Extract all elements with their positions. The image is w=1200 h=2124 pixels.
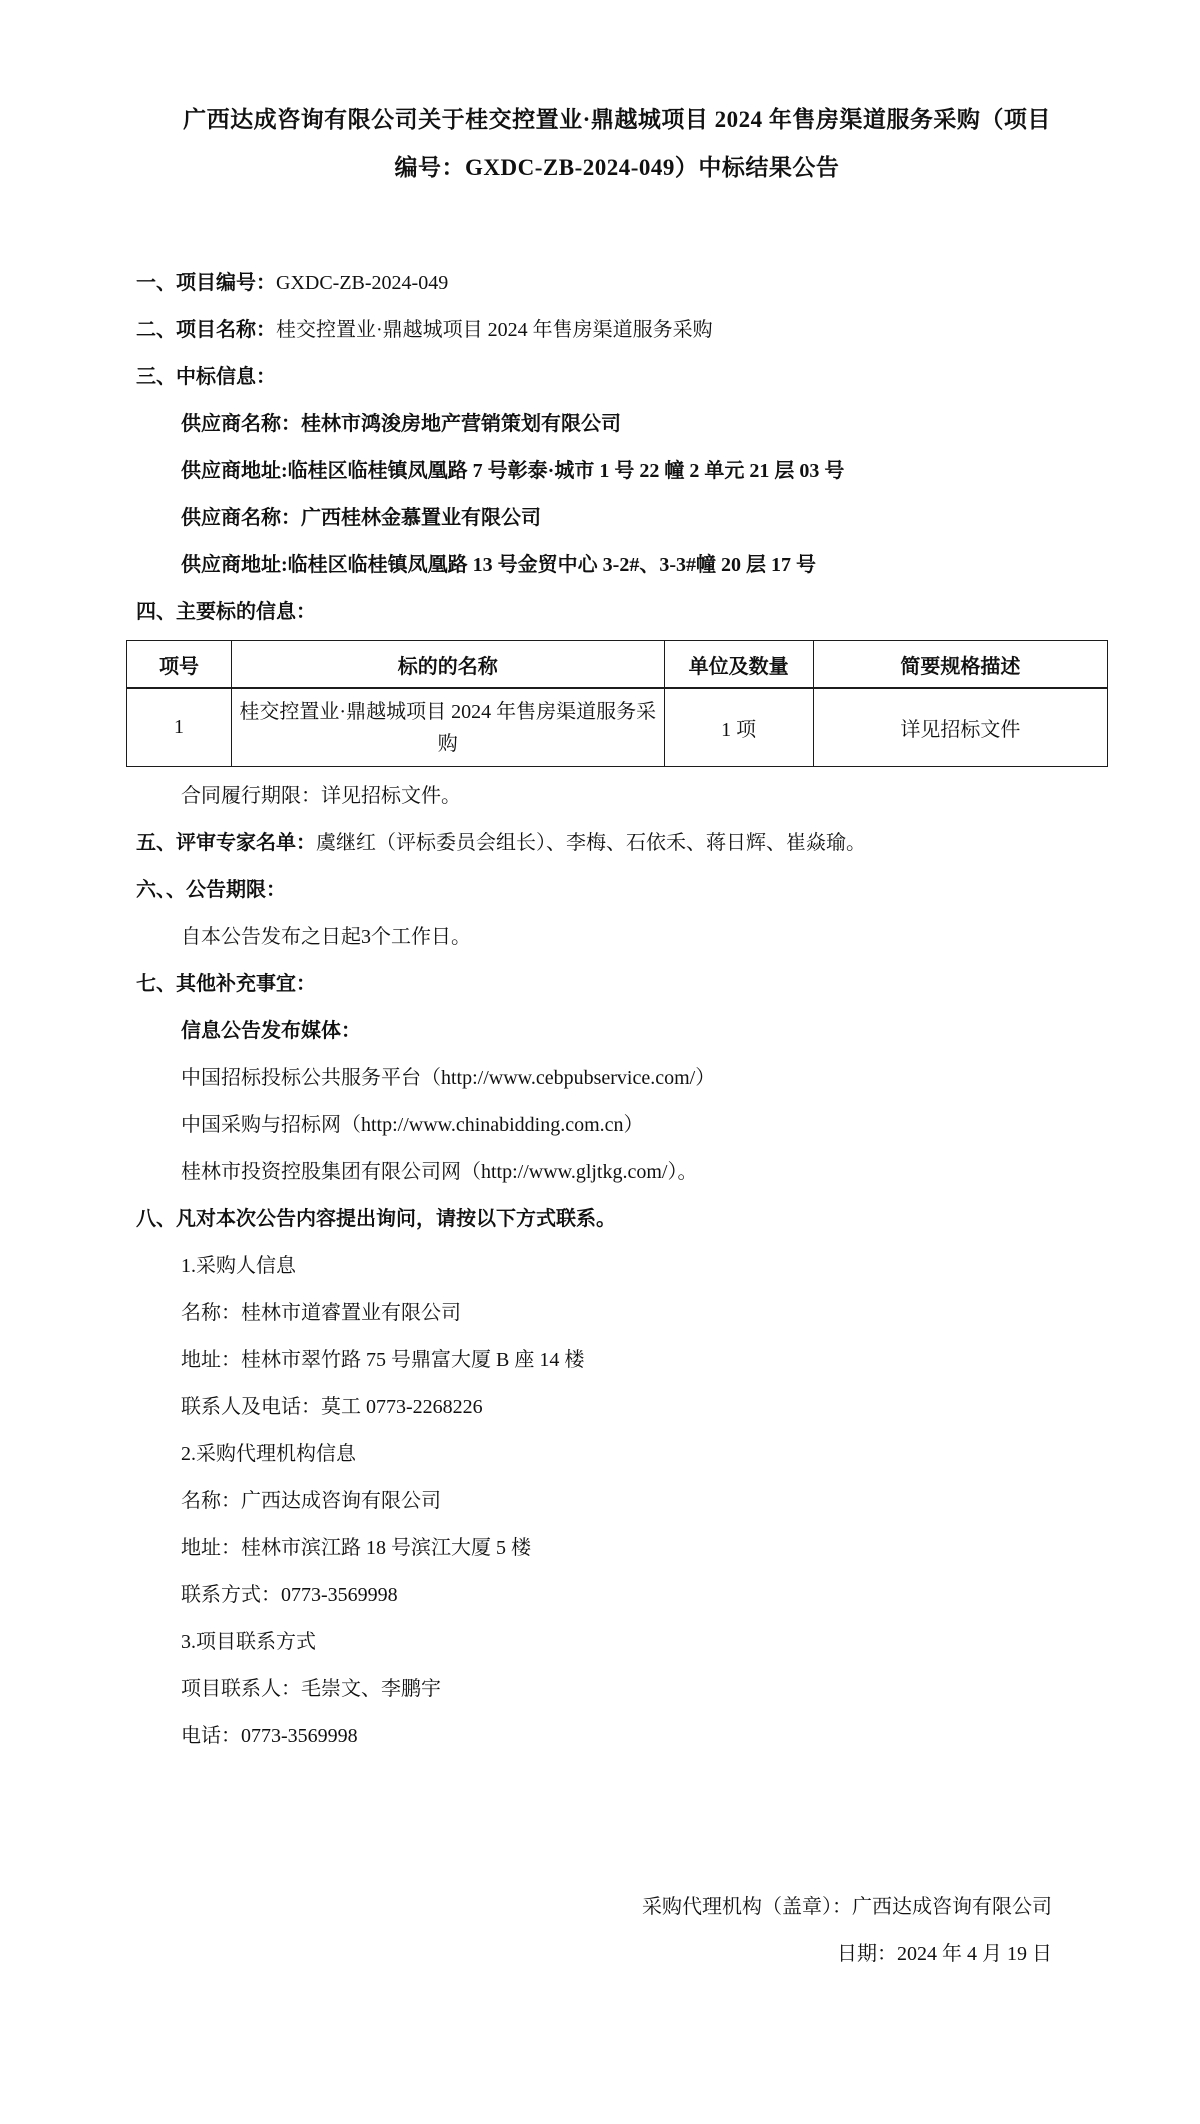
inquiry-label: 八、凡对本次公告内容提出询问，请按以下方式联系。 xyxy=(136,1208,616,1230)
purchaser-address: 地址：桂林市翠竹路 75 号鼎富大厦 B 座 14 楼 xyxy=(181,1349,585,1371)
supplier-1-name: 供应商名称：桂林市鸿浚房地产营销策划有限公司 xyxy=(181,413,621,435)
agency-name: 名称：广西达成咨询有限公司 xyxy=(181,1490,441,1512)
purchaser-contact-phone: 联系人及电话：莫工 0773-2268226 xyxy=(181,1396,483,1418)
agency-contact: 联系方式：0773-3569998 xyxy=(181,1584,398,1606)
table-row xyxy=(127,688,1108,767)
project-contact-persons: 项目联系人：毛崇文、李鹏宇 xyxy=(181,1678,441,1700)
section-inquiry xyxy=(126,1196,1108,1243)
media-item-cebpubservice: 中国招标投标公共服务平台（http://www.cebpubservice.com/） xyxy=(181,1067,716,1089)
table-header-spec: 简要规格描述 xyxy=(813,641,1107,689)
experts-label: 五、评审专家名单： xyxy=(136,832,316,854)
section-experts xyxy=(126,820,1108,867)
subject-info-label: 四、主要标的信息： xyxy=(136,601,316,623)
project-name-value: 桂交控置业·鼎越城项目 2024 年售房渠道服务采购 xyxy=(276,319,713,341)
section-award-info xyxy=(126,354,1108,401)
other-matters-label: 七、其他补充事宜： xyxy=(136,973,316,995)
supplier-1-address: 供应商地址:临桂区临桂镇凤凰路 7 号彰泰·城市 1 号 22 幢 2 单元 21 层 03 号 xyxy=(181,460,845,482)
contract-period: 合同履行期限：详见招标文件。 xyxy=(181,785,461,807)
purchaser-heading: 1.采购人信息 xyxy=(181,1255,296,1277)
agency-address: 地址：桂林市滨江路 18 号滨江大厦 5 楼 xyxy=(181,1537,531,1559)
table-cell-item-no: 1 xyxy=(127,688,232,767)
title-line-2: 编号：GXDC-ZB-2024-049）中标结果公告 xyxy=(394,155,840,180)
project-contact-heading: 3.项目联系方式 xyxy=(181,1631,316,1653)
award-info-label: 三、中标信息： xyxy=(136,366,276,388)
notice-period-body: 自本公告发布之日起3个工作日。 xyxy=(181,926,471,948)
notice-period-label: 六、、公告期限： xyxy=(136,879,286,901)
experts-value: 虞继红（评标委员会组长）、李梅、石依禾、蒋日辉、崔焱瑜。 xyxy=(316,832,866,854)
table-header-item-no: 项号 xyxy=(127,641,232,689)
supplier-2-address: 供应商地址:临桂区临桂镇凤凰路 13 号金贸中心 3-2#、3-3#幢 20 层 17 号 xyxy=(181,554,816,576)
table-cell-unit-qty: 1 项 xyxy=(664,688,813,767)
table-header-unit-qty: 单位及数量 xyxy=(664,641,813,689)
table-cell-spec: 详见招标文件 xyxy=(813,688,1107,767)
media-label: 信息公告发布媒体： xyxy=(181,1020,361,1042)
document-footer xyxy=(126,1884,1108,1978)
footer-agency-seal: 采购代理机构（盖章）：广西达成咨询有限公司 xyxy=(642,1896,1052,1918)
section-notice-period xyxy=(126,867,1108,914)
document-body xyxy=(126,260,1108,1978)
supplier-2-name: 供应商名称：广西桂林金慕置业有限公司 xyxy=(181,507,541,529)
section-other-matters xyxy=(126,961,1108,1008)
table-cell-subject-name: 桂交控置业·鼎越城项目 2024 年售房渠道服务采购 xyxy=(231,688,664,767)
purchaser-name: 名称：桂林市道睿置业有限公司 xyxy=(181,1302,461,1324)
project-name-label: 二、项目名称： xyxy=(136,319,276,341)
table-header-row xyxy=(127,641,1108,689)
section-project-name xyxy=(126,307,1108,354)
media-item-chinabidding: 中国采购与招标网（http://www.chinabidding.com.cn） xyxy=(181,1114,644,1136)
table-header-subject-name: 标的的名称 xyxy=(231,641,664,689)
project-number-value: GXDC-ZB-2024-049 xyxy=(276,272,449,294)
project-number-label: 一、项目编号： xyxy=(136,272,276,294)
media-item-gljtkg: 桂林市投资控股集团有限公司网（http://www.gljtkg.com/）。 xyxy=(181,1161,698,1183)
agency-heading: 2.采购代理机构信息 xyxy=(181,1443,356,1465)
footer-date: 日期：2024 年 4 月 19 日 xyxy=(837,1943,1052,1965)
project-contact-phone: 电话：0773-3569998 xyxy=(181,1725,358,1747)
subject-table xyxy=(126,640,1108,767)
section-subject-info xyxy=(126,589,1108,636)
section-project-number xyxy=(126,260,1108,307)
document-title xyxy=(126,96,1108,192)
title-line-1: 广西达成咨询有限公司关于桂交控置业·鼎越城项目 2024 年售房渠道服务采购（项目 xyxy=(183,107,1051,132)
